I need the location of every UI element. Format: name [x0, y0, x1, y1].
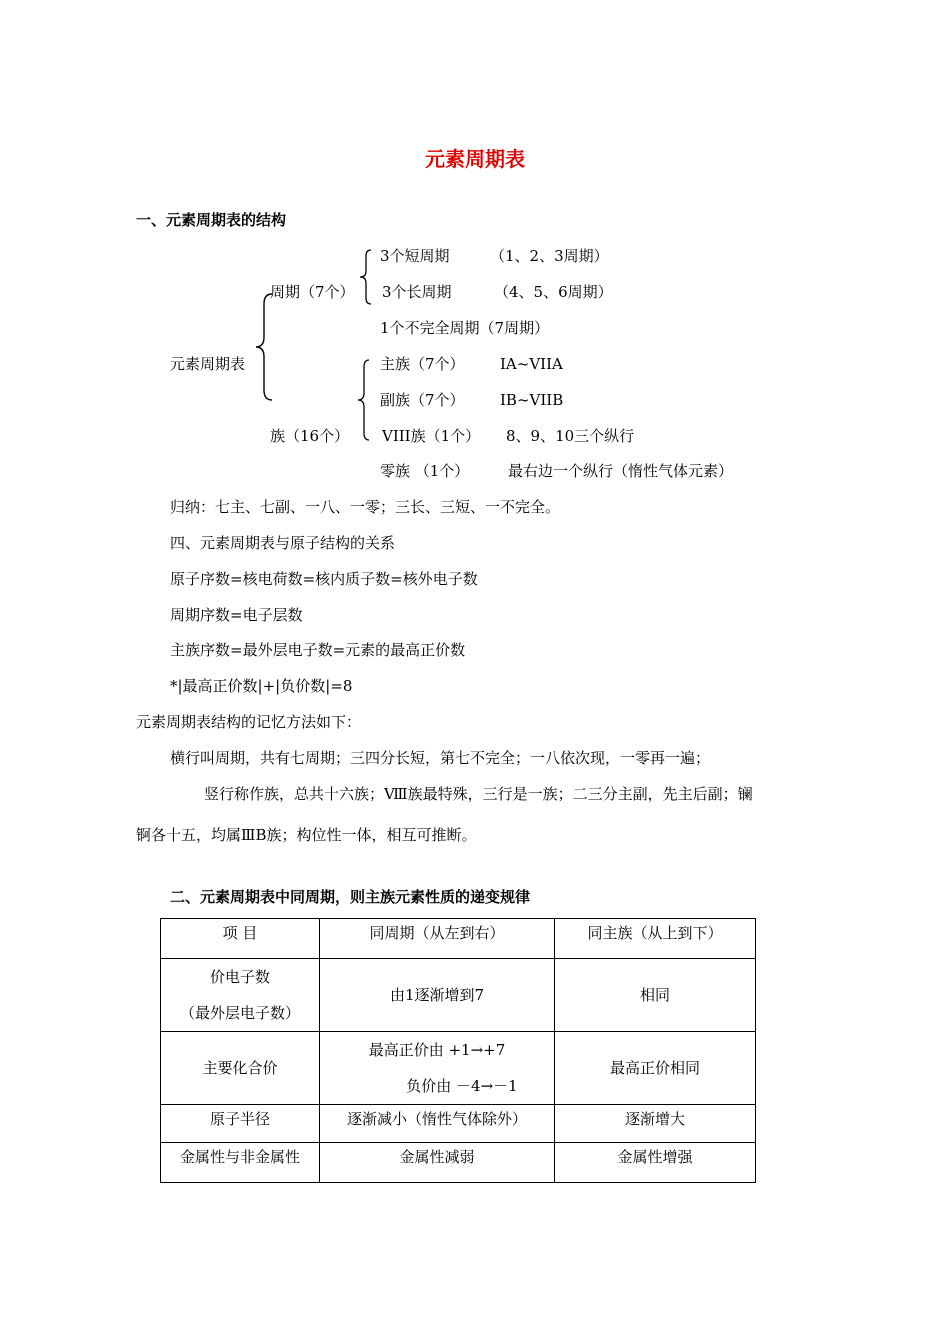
cell-line: 金属性减弱 — [399, 1148, 475, 1166]
table-row — [161, 959, 756, 1032]
period-item-name: 1个不完全周期（7周期） — [380, 319, 550, 337]
section1-heading: 一、元素周期表的结构 — [136, 211, 287, 229]
summary-text: 归纳：七主、七副、一八、一零；三长、三短、一不完全。 — [170, 498, 561, 516]
table-cell-period — [320, 959, 555, 1032]
table-row — [161, 1032, 756, 1105]
table-cell-period — [320, 1143, 555, 1183]
group-item-name: 主族（7个） — [380, 355, 465, 373]
group-item-detail: IA~VIIA — [500, 355, 563, 373]
period-label: 周期（7个） — [270, 283, 355, 301]
group-brace — [356, 358, 372, 442]
main-brace — [254, 292, 276, 402]
table-cell-period — [320, 1105, 555, 1143]
group-item-name: VIII族（1个） — [382, 427, 481, 445]
group-item-name: 副族（7个） — [380, 391, 465, 409]
group-item-name: 零族 （1个） — [380, 462, 470, 480]
table-cell-group: 金属性增强 — [555, 1143, 756, 1183]
memory-line: 锕各十五，均属ⅢB族；构位性一体，相互可推断。 — [136, 826, 477, 844]
cell-line: 金属性与非金属性 — [179, 1148, 300, 1166]
group-item-detail: 最右边一个纵行（惰性气体元素） — [508, 462, 734, 480]
relation-line: 周期序数=电子层数 — [170, 606, 303, 624]
relation-line: 原子序数=核电荷数=核内质子数=核外电子数 — [170, 570, 478, 588]
section2-heading: 二、元素周期表中同周期，则主族元素性质的递变规律 — [170, 888, 531, 906]
period-item-name: 3个短周期 — [380, 247, 450, 265]
relation-line: 主族序数=最外层电子数=元素的最高正价数 — [170, 641, 466, 659]
memory-line: 竖行称作族，总共十六族；Ⅷ族最特殊，三行是一族；二三分主副，先主后副；镧 — [204, 785, 753, 803]
group-item-detail: IB~VIIB — [500, 391, 564, 409]
cell-line: 负价由 －4→－1 — [406, 1077, 518, 1095]
group-item-detail: 8、9、10三个纵行 — [506, 427, 635, 445]
table-cell-group: 相同 — [555, 959, 756, 1032]
table-cell-group: 逐渐增大 — [555, 1105, 756, 1143]
root-label: 元素周期表 — [170, 355, 246, 373]
cell-line: 价电子数 — [209, 968, 270, 986]
table-cell-period — [320, 1032, 555, 1105]
table-cell-item — [161, 1032, 320, 1105]
period-item-detail: （4、5、6周期） — [494, 283, 613, 301]
table-row — [161, 1143, 756, 1183]
cell-line: 最高正价由 +1→+7 — [368, 1041, 506, 1059]
table-header-cell: 同周期（从左到右） — [320, 919, 555, 959]
cell-line: 由1逐渐增到7 — [389, 986, 485, 1004]
period-item-name: 3个长周期 — [382, 283, 452, 301]
table-cell-item — [161, 1105, 320, 1143]
table-cell-group: 最高正价相同 — [555, 1032, 756, 1105]
period-brace — [358, 248, 374, 306]
group-label: 族（16个） — [270, 427, 350, 445]
table-header-cell: 同主族（从上到下） — [555, 919, 756, 959]
relation-heading: 四、元素周期表与原子结构的关系 — [170, 534, 396, 552]
relation-line: *|最高正价数|+|负价数|=8 — [170, 677, 353, 695]
table-row — [161, 1105, 756, 1143]
cell-line: 逐渐减小（惰性气体除外） — [346, 1110, 527, 1128]
period-item-detail: （1、2、3周期） — [490, 247, 609, 265]
memory-intro: 元素周期表结构的记忆方法如下： — [136, 713, 362, 731]
page-title: 元素周期表 — [425, 147, 525, 171]
properties-table — [160, 918, 756, 1183]
cell-line: 原子半径 — [209, 1110, 270, 1128]
cell-line: 主要化合价 — [202, 1059, 278, 1077]
cell-line: （最外层电子数） — [179, 1004, 300, 1022]
memory-line: 横行叫周期，共有七周期；三四分长短，第七不完全；一八依次现，一零再一遍； — [170, 749, 711, 767]
table-header-cell: 项 目 — [161, 919, 320, 959]
table-cell-item — [161, 959, 320, 1032]
table-header-row — [161, 919, 756, 959]
table-cell-item — [161, 1143, 320, 1183]
